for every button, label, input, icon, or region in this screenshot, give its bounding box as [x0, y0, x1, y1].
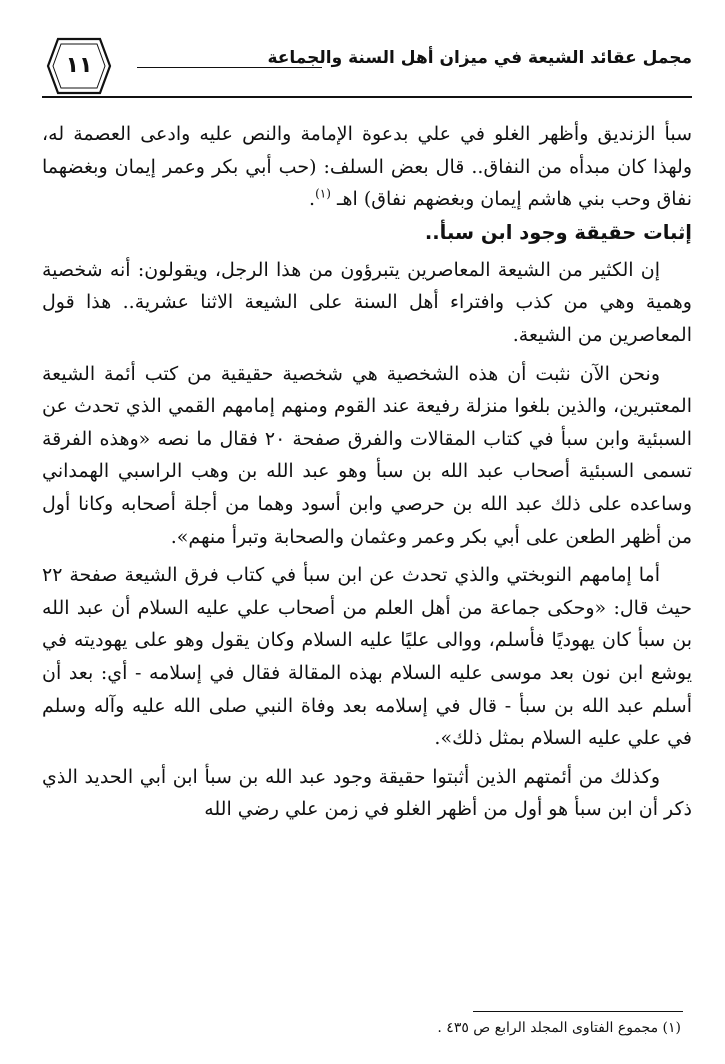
- page-body: [42, 118, 692, 826]
- paragraph-1-text: سبأ الزنديق وأظهر الغلو في علي بدعوة الإمامة والنص عليه وادعى العصمة له، ولهذا كان مبدأه من النفاق.. قال بعض السلف: (حب أبي بكر وعمر إيمان وبغضهما نفاق وحب بني هاشم إيمان وبغضهم نفاق) اهـ: [42, 123, 692, 211]
- section-heading: إثبات حقيقة وجود ابن سبأ..: [424, 220, 692, 244]
- page-number: ١١: [65, 53, 93, 78]
- running-title: مجمل عقائد الشيعة في ميزان أهل السنة والجماعة: [267, 48, 692, 68]
- footnote: (١) مجموع الفتاوى المجلد الرابع ص ٤٣٥ .: [437, 1020, 681, 1036]
- footnote-reference: (١): [315, 186, 331, 201]
- header-short-rule: [137, 67, 322, 68]
- paragraph-5: وكذلك من أئمتهم الذين أثبتوا حقيقة وجود عبد الله بن سبأ ابن أبي الحديد الذي ذكر أن ابن سبأ هو أول من أظهر الغلو في زمن علي رضي الله: [42, 765, 692, 821]
- page-number-badge: [46, 36, 112, 96]
- paragraph-1-end: .: [309, 188, 316, 211]
- header-rule: [42, 96, 692, 98]
- footnote-rule: [473, 1011, 683, 1012]
- paragraph-4: أما إمامهم النوبختي والذي تحدث عن ابن سبأ في كتاب فرق الشيعة صفحة ٢٢ حيث قال: «وحكى جماعة من أهل العلم من أصحاب علي عليه السلام أن عبد الله بن سبأ كان يهوديًا فأسلم، ووالى عليًا عليه السلام وكان يقول وهو على يهوديته في يوشع ابن نون بعد موسى عليه السلام بهذه المقالة فقال في إسلامه - أي: بعد أن أسلم عبد الله بن سبأ - قال في إسلامه بعد وفاة النبي صلى الله عليه وآله وسلم في علي عليه السلام بمثل ذلك».: [42, 564, 692, 750]
- page-header: [42, 34, 692, 98]
- paragraph-3: ونحن الآن نثبت أن هذه الشخصية هي شخصية حقيقية من كتب أئمة الشيعة المعتبرين، والذين بلغوا منزلة رفيعة عند القوم ومنهم إمامهم القمي الذي تحدث عن السبئية وابن سبأ في كتاب المقالات والفرق صفحة ٢٠ فقال ما نصه «وهذه الفرقة تسمى السبئية أصحاب عبد الله بن سبأ وهو عبد الله بن وهب الراسبي الهمداني وساعده على ذلك عبد الله بن حرصي وابن أسود وهما من أجلة أصحابه وكانا أول من أظهر الطعن على أبي بكر وعمر وعثمان والصحابة وتبرأ منهم».: [42, 362, 692, 548]
- paragraph-2: إن الكثير من الشيعة المعاصرين يتبرؤون من هذا الرجل، ويقولون: أنه شخصية وهمية وهي من كذب وافتراء أهل السنة على الشيعة الاثنا عشرية.. هذا قول المعاصرين من الشيعة.: [42, 258, 692, 346]
- paragraph-1: [42, 118, 692, 216]
